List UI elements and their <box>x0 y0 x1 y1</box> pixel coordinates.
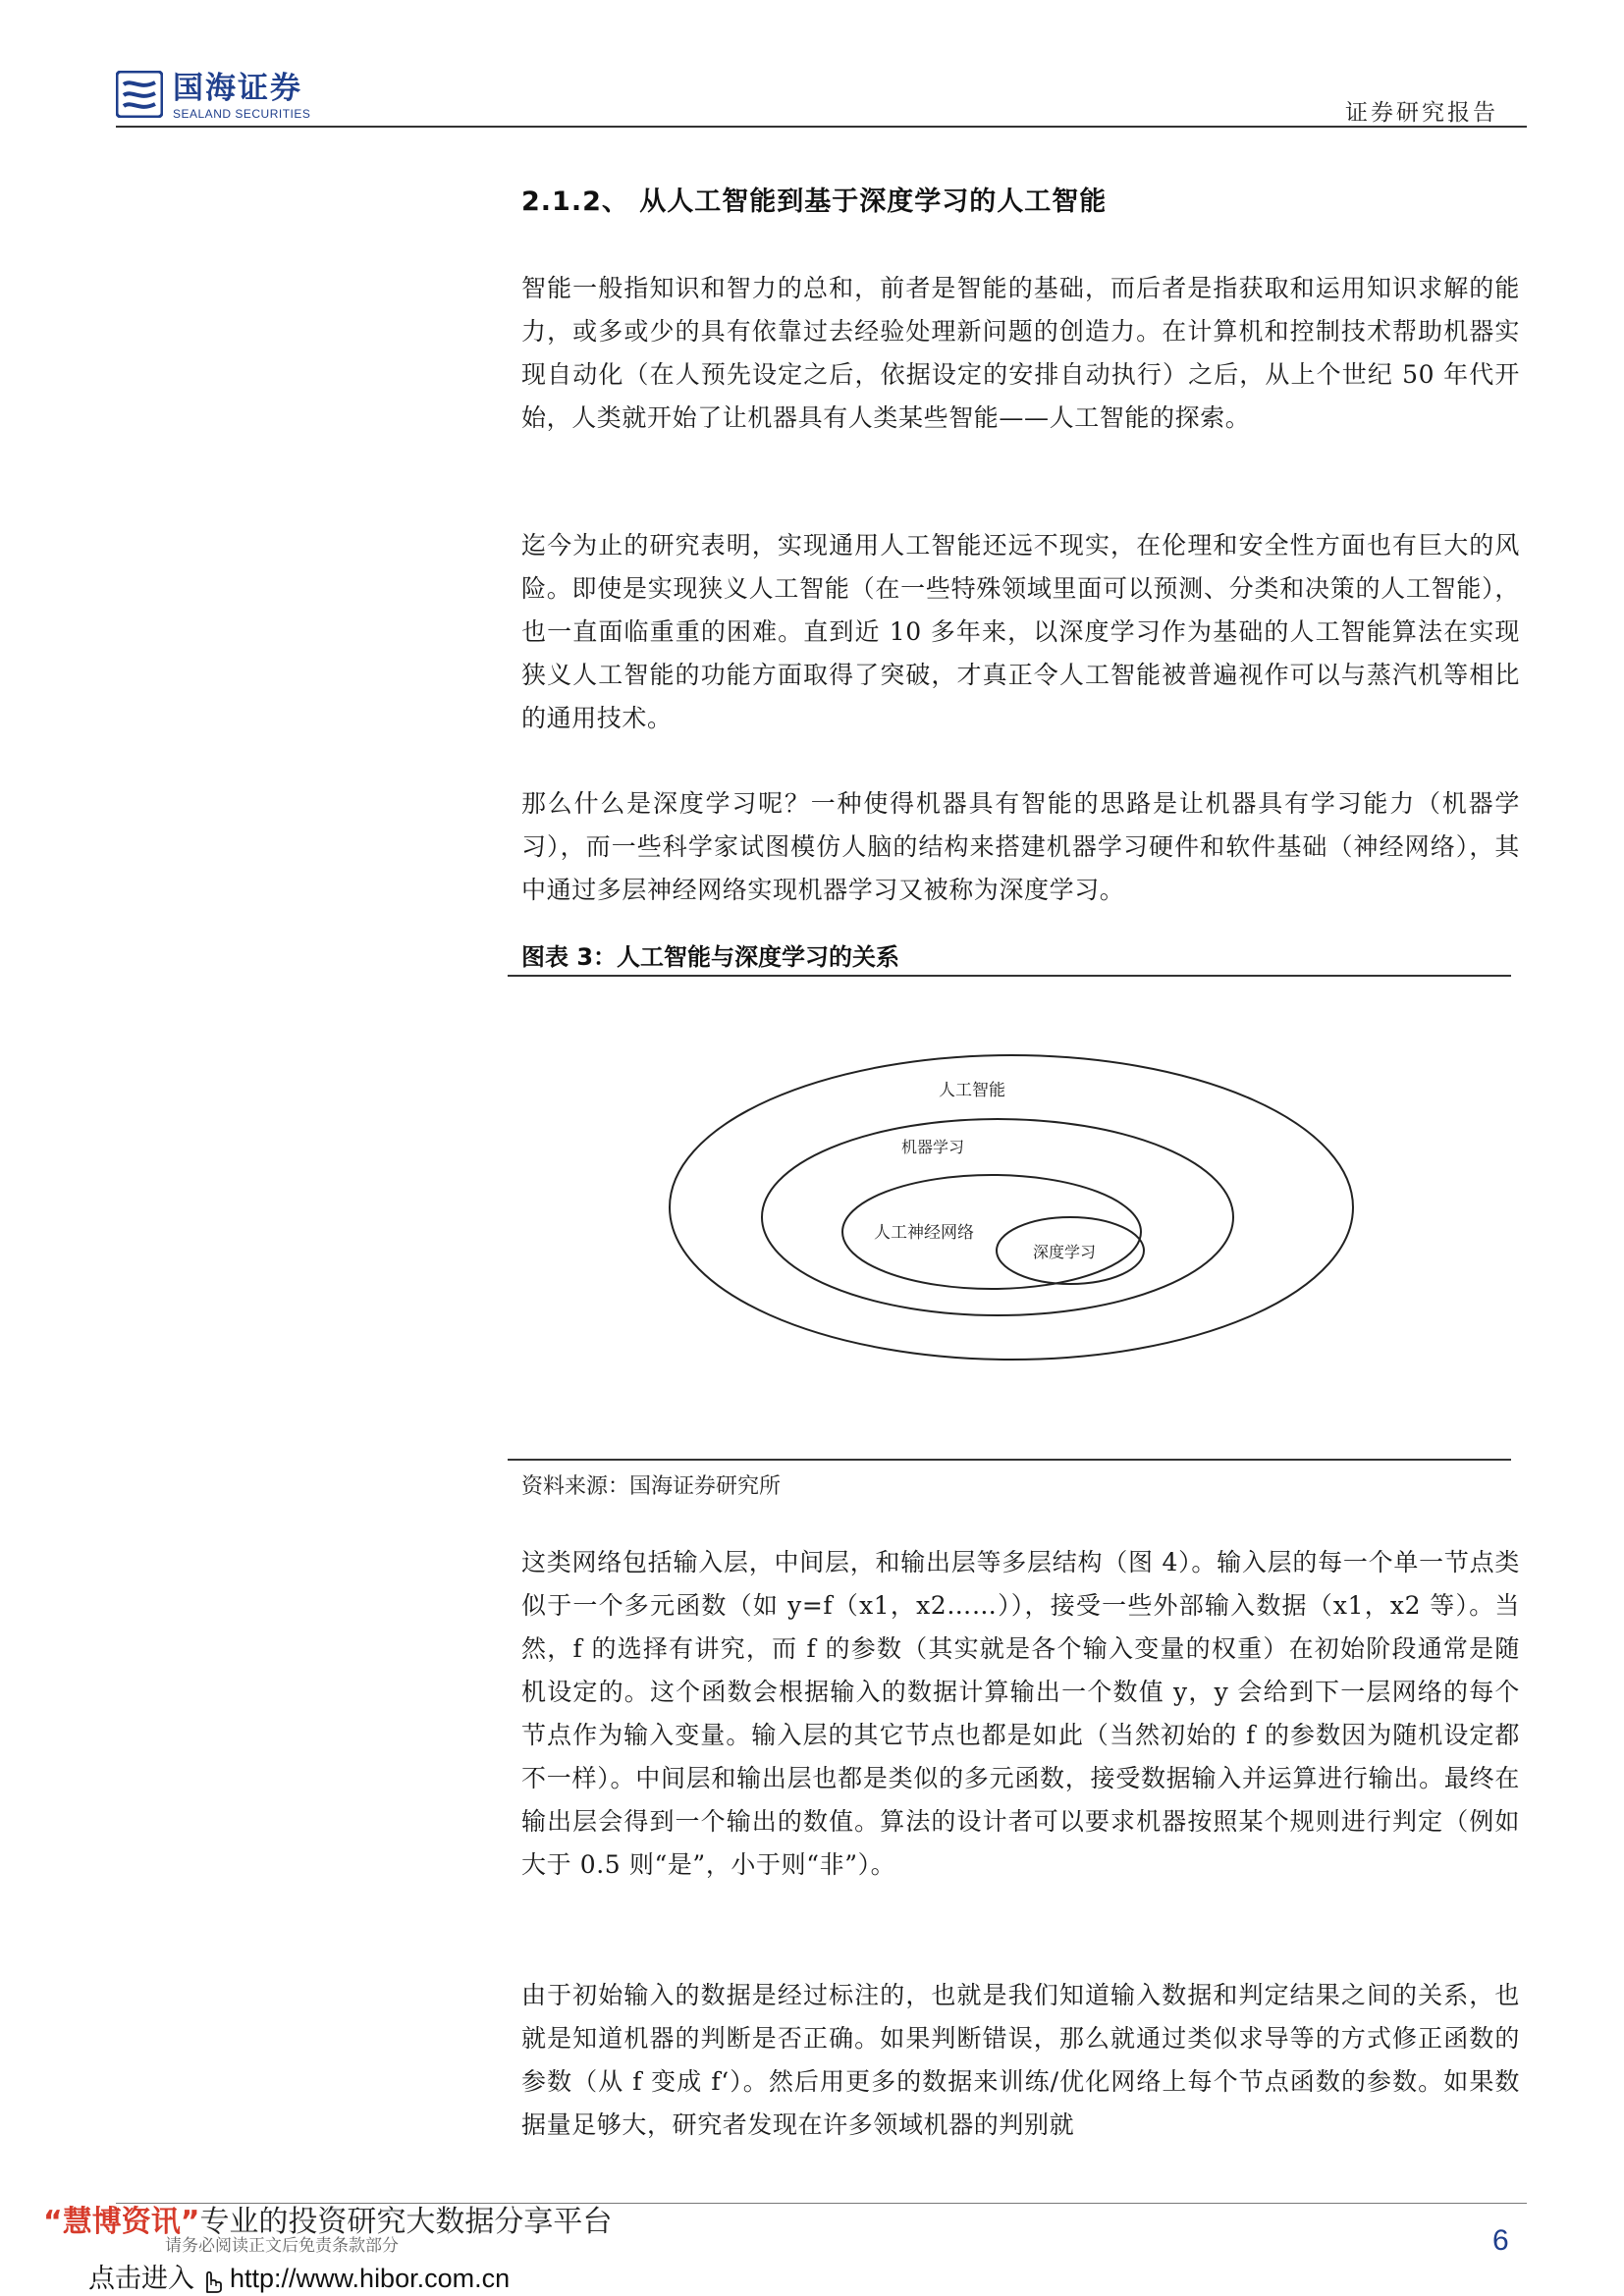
label-ai: 人工智能 <box>939 1081 1005 1100</box>
paragraph-network-layers: 这类网络包括输入层，中间层，和输出层等多层结构（图 4）。输入层的每一个单一节点类似于一个多元函数（如 y=f（x1，x2……）），接受一些外部输入数据（x1，x2 等）。当然，f 的选择有讲究，而 f 的参数（其实就是各个输入变量的权重）在初始阶段通常是随机设定的。这个函数会根据输入的数据计算输出一个数值 y，y 会给到下一层网络的每个节点作为输入变量。输入层的其它节点也都是如此（当然初始的 f 的参数因为随机设定都不一样）。中间层和输出层也都是类似的多元函数，接受数据输入并运算进行输出。最终在输出层会得到一个输出的数值。算法的设计者可以要求机器按照某个规则进行判定（例如大于 0.5 则“是”，小于则“非”）。 <box>521 1548 1520 1879</box>
ai-deep-learning-venn-diagram <box>648 1021 1375 1374</box>
disclaimer-note: 请务必阅读正文后免责条款部分 <box>165 2236 399 2256</box>
entry-link[interactable] <box>88 2257 510 2295</box>
paragraph-deep-learning-intro: 那么什么是深度学习呢？一种使得机器具有智能的思路是让机器具有学习能力（机器学习），而一些科学家试图模仿人脑的结构来搭建机器学习硬件和软件基础（神经网络），其中通过多层神经网络实现机器学习又被称为深度学习。 <box>521 789 1520 904</box>
page-number: 6 <box>1492 2224 1509 2257</box>
header-divider <box>116 126 1527 128</box>
company-logo <box>116 71 332 126</box>
figure-title: 图表 3：人工智能与深度学习的关系 <box>521 943 900 971</box>
paragraph-training: 由于初始输入的数据是经过标注的，也就是我们知道输入数据和判定结果之间的关系，也就是知道机器的判断是否正确。如果判断错误，那么就通过类似求导等的方式修正函数的参数（从 f 变成 f‘）。然后用更多的数据来训练/优化网络上每个节点函数的参数。如果数据量足够大，研究者发现在许多领域机器的判别就 <box>521 1981 1520 2139</box>
report-type-label: 证券研究报告 <box>1345 100 1498 126</box>
company-name-en: SEALAND SECURITIES <box>173 107 311 121</box>
watermark-text: 专业的投资研究大数据分享平台 <box>199 2205 613 2239</box>
section-title: 2.1.2、 从人工智能到基于深度学习的人工智能 <box>521 187 1108 217</box>
entry-label: 点击进入 <box>88 2264 194 2294</box>
figure-bottom-rule <box>508 1459 1511 1461</box>
watermark-banner <box>43 2197 612 2240</box>
entry-url[interactable]: http://www.hibor.com.cn <box>230 2264 511 2293</box>
label-nn: 人工神经网络 <box>874 1223 974 1243</box>
label-ml: 机器学习 <box>901 1138 965 1156</box>
label-dl: 深度学习 <box>1033 1243 1097 1261</box>
ellipse-ai <box>670 1055 1353 1360</box>
ellipse-ml <box>762 1119 1233 1315</box>
company-name-cn: 国海证券 <box>173 71 302 106</box>
sealand-logo-icon <box>116 71 163 118</box>
figure-source: 资料来源：国海证券研究所 <box>521 1474 782 1499</box>
figure-top-rule <box>508 975 1511 977</box>
pointing-hand-icon <box>196 2266 226 2295</box>
paragraph-intelligence-definition: 智能一般指知识和智力的总和，前者是智能的基础，而后者是指获取和运用知识求解的能力，或多或少的具有依靠过去经验处理新问题的创造力。在计算机和控制技术帮助机器实现自动化（在人预先设定之后，依据设定的安排自动执行）之后，从上个世纪 50 年代开始，人类就开始了让机器具有人类某些智能——人工智能的探索。 <box>521 274 1520 432</box>
paragraph-research-status: 迄今为止的研究表明，实现通用人工智能还远不现实，在伦理和安全性方面也有巨大的风险。即使是实现狭义人工智能（在一些特殊领域里面可以预测、分类和决策的人工智能），也一直面临重重的困难。直到近 10 多年来，以深度学习作为基础的人工智能算法在实现狭义人工智能的功能方面取得了突破，才真正令人工智能被普遍视作可以与蒸汽机等相比的通用技术。 <box>521 531 1520 732</box>
watermark-brand: “慧博资讯” <box>43 2205 200 2239</box>
